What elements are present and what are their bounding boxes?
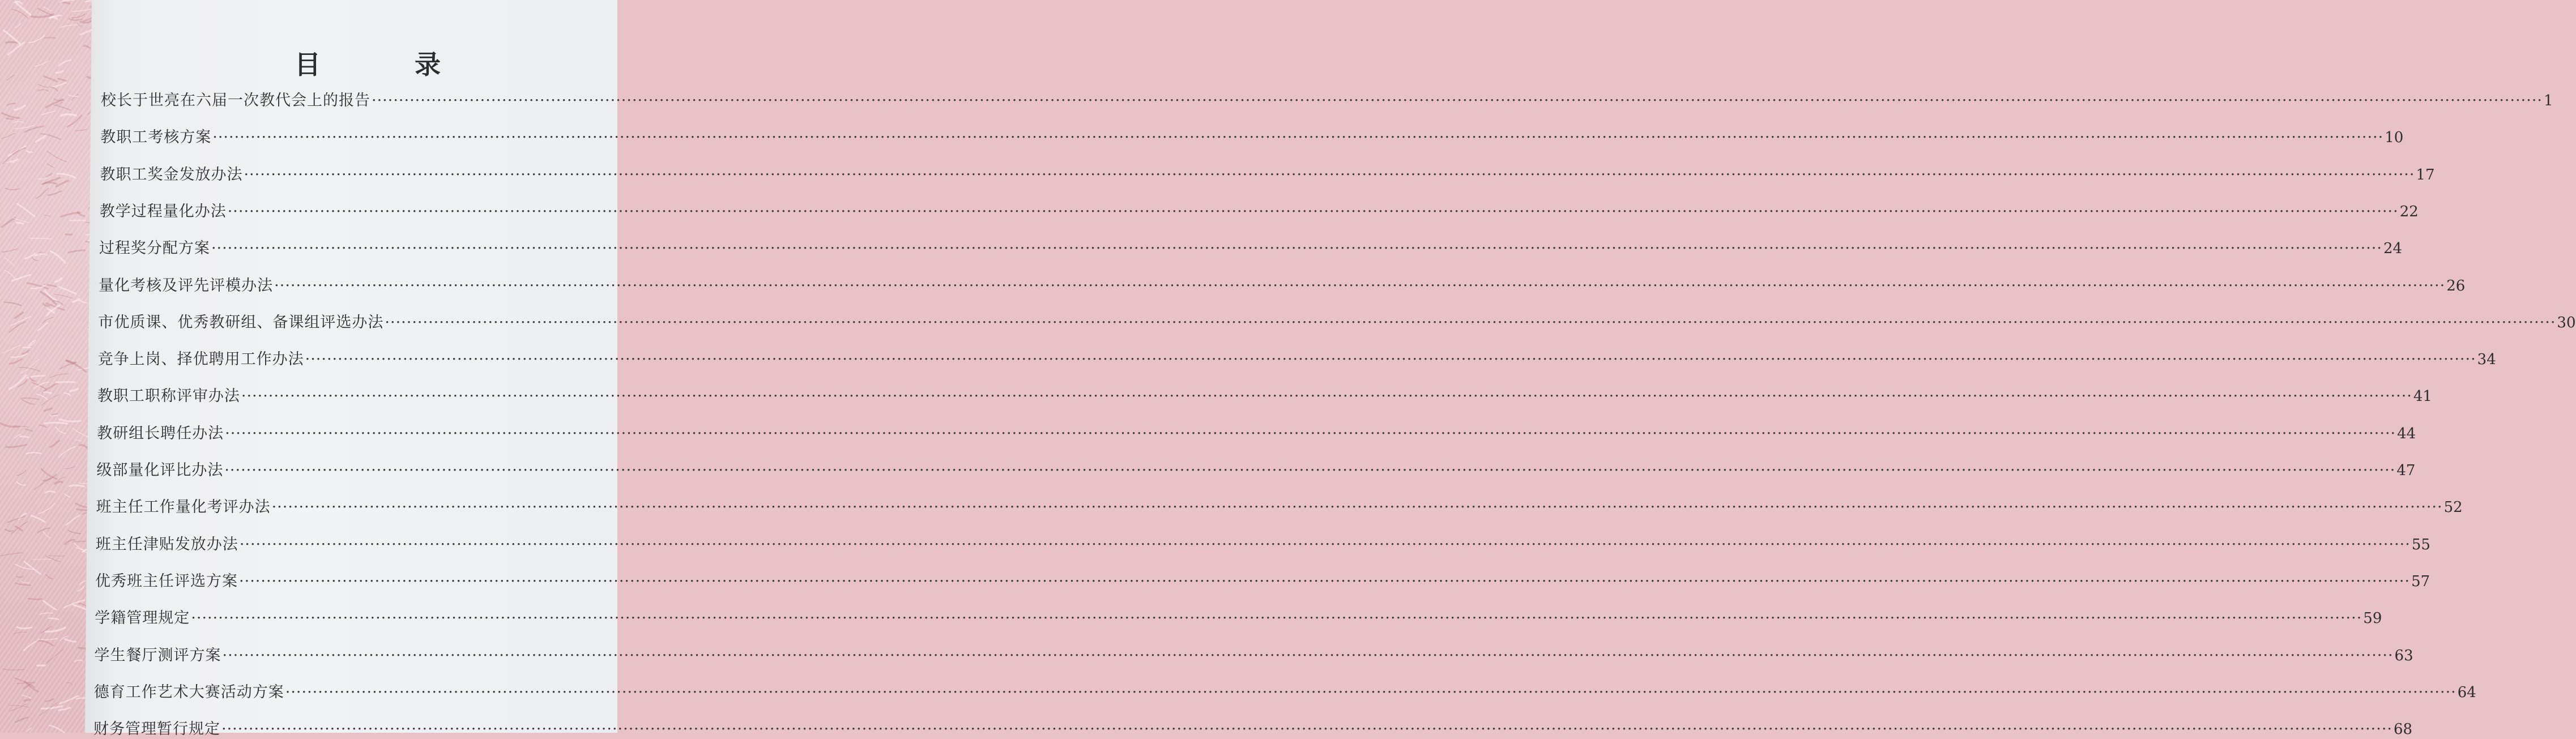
dot-leader: ················································································································································································································································································································································································································: [239, 535, 2411, 553]
toc-entry: [95, 569, 2430, 591]
toc-entry: [101, 88, 2553, 110]
dot-leader: ················································································································································································································································································································································································································: [224, 462, 2396, 479]
toc-entry-page: 57: [2411, 573, 2430, 590]
dot-leader: ················································································································································································································································································································································································································: [222, 646, 2394, 664]
toc-entry-title: 竞争上岗、择优聘用工作办法: [97, 351, 304, 369]
page-title: 目 录: [295, 49, 475, 80]
toc-entry: [100, 162, 2435, 185]
toc-entry: [95, 605, 2382, 628]
toc-entry-page: 47: [2396, 462, 2416, 479]
toc-entry-page: 10: [2385, 129, 2404, 147]
toc-entry: [99, 273, 2466, 296]
dot-leader: ················································································································································································································································································································································································································: [227, 202, 2399, 220]
toc-entry: [93, 716, 2413, 739]
toc-entry-page: 52: [2443, 499, 2463, 516]
dot-leader: ················································································································································································································································································································································································································: [274, 276, 2446, 294]
toc-entry-page: 41: [2413, 388, 2432, 405]
toc-entry-title: 教职工考核方案: [100, 129, 212, 147]
toc-entry: [93, 680, 2476, 702]
dot-leader: ················································································································································································································································································································································································································: [221, 720, 2393, 738]
toc-entry-title: 教学过程量化办法: [99, 202, 227, 220]
toc-entry-page: 26: [2446, 277, 2466, 294]
toc-entry-page: 1: [2544, 92, 2553, 109]
toc-entry-page: 22: [2399, 203, 2419, 220]
toc-entry-title: 德育工作艺术大赛活动方案: [93, 683, 284, 701]
toc-entry-title: 市优质课、优秀教研组、备课组评选办法: [98, 313, 384, 331]
dot-leader: ················································································································································································································································································································································································································: [239, 572, 2411, 590]
dot-leader: ················································································································································································································································································································································································································: [271, 498, 2443, 516]
toc-entry-title: 学生餐厅测评方案: [94, 646, 221, 664]
toc-entry-page: 34: [2477, 351, 2496, 369]
toc-entry: [94, 643, 2413, 665]
toc-entry-title: 学籍管理规定: [95, 609, 190, 627]
toc-entry-page: 59: [2363, 610, 2382, 627]
toc-entry-title: 教职工奖金发放办法: [100, 165, 243, 183]
toc-entry-title: 教职工职称评审办法: [97, 387, 240, 405]
toc-entry: [97, 383, 2432, 406]
toc-entry-page: 17: [2416, 166, 2435, 183]
toc-entry: [98, 310, 2576, 332]
dot-leader: ················································································································································································································································································································································································································: [211, 240, 2382, 258]
dot-leader: ················································································································································································································································································································································································································: [241, 387, 2412, 405]
dot-leader: ················································································································································································································································································································································································································: [225, 424, 2396, 442]
toc-entry: [97, 347, 2496, 369]
dot-leader: ················································································································································································································································································································································································································: [305, 351, 2476, 369]
toc-entry-title: 量化考核及评先评模办法: [99, 276, 274, 294]
toc-entry-title: 级部量化评比办法: [96, 462, 224, 479]
toc-entry-title: 优秀班主任评选方案: [95, 572, 238, 590]
toc-entry: [96, 494, 2463, 517]
dot-leader: ················································································································································································································································································································································································································: [372, 92, 2543, 109]
toc-entry-title: 班主任津贴发放办法: [95, 535, 238, 553]
toc-entry-title: 过程奖分配方案: [99, 240, 210, 258]
toc-entry-title: 校长于世亮在六届一次教代会上的报告: [101, 92, 370, 109]
toc-entry: [99, 236, 2403, 258]
toc-entry: [95, 532, 2430, 554]
toc-entry: [97, 421, 2416, 443]
toc-entry-title: 财务管理暂行规定: [93, 720, 220, 738]
toc-entry-page: 30: [2557, 314, 2576, 331]
dot-leader: ················································································································································································································································································································································································································: [244, 165, 2415, 183]
toc-entry: [96, 458, 2416, 480]
toc-entry-title: 班主任工作量化考评办法: [96, 498, 271, 516]
toc-entry-page: 68: [2394, 721, 2413, 738]
dot-leader: ················································································································································································································································································································································································································: [191, 609, 2362, 627]
toc-entry-page: 64: [2457, 684, 2476, 701]
toc-entry: [99, 199, 2419, 221]
toc-entry-page: 63: [2394, 647, 2413, 664]
dot-leader: ················································································································································································································································································································································································································: [285, 683, 2456, 701]
toc-entry-title: 教研组长聘任办法: [97, 424, 224, 442]
dot-leader: ················································································································································································································································································································································································································: [212, 129, 2384, 147]
dot-leader: ················································································································································································································································································································································································································: [385, 313, 2556, 331]
toc-entry-page: 44: [2397, 425, 2416, 442]
toc-entry-page: 24: [2383, 240, 2403, 258]
toc-entry-page: 55: [2411, 536, 2430, 553]
toc-entry: [100, 125, 2404, 147]
